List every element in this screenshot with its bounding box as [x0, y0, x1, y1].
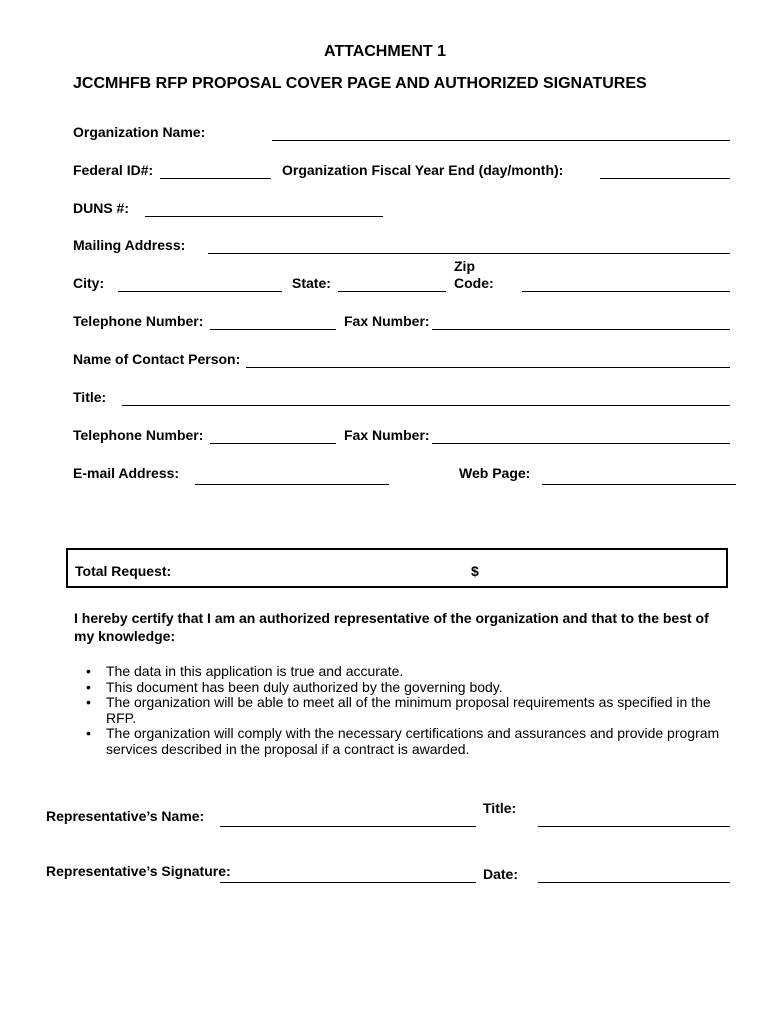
city-label: City:	[73, 275, 105, 291]
certification-statement: I hereby certify that I am an authorized representative of the organization and that to the best of my knowledge:	[74, 610, 709, 644]
org-name-label: Organization Name:	[73, 124, 206, 140]
date-label: Date:	[483, 866, 519, 882]
fax-field[interactable]	[432, 329, 730, 330]
bullet-icon: •	[86, 694, 91, 710]
contact-person-field[interactable]	[246, 367, 730, 368]
list-item: • The organization will be able to meet all of the minimum proposal requirements as specified in the RFP.	[86, 694, 711, 726]
bullet-icon: •	[86, 725, 91, 741]
web-page-field[interactable]	[542, 484, 736, 485]
zip-label-line1: Zip	[454, 258, 475, 274]
attachment-heading: ATTACHMENT 1	[323, 43, 447, 60]
rep-name-label: Representative’s Name:	[46, 808, 205, 824]
federal-id-field[interactable]	[160, 178, 271, 179]
rep-title-field[interactable]	[538, 826, 730, 827]
list-item: • This document has been duly authorized by the governing body.	[86, 678, 503, 695]
email-label: E-mail Address:	[73, 465, 180, 481]
telephone-field[interactable]	[210, 329, 336, 330]
total-request-currency: $	[471, 563, 479, 579]
federal-id-label: Federal ID#:	[73, 162, 154, 178]
org-name-field[interactable]	[272, 140, 730, 141]
fiscal-year-end-label: Organization Fiscal Year End (day/month):	[282, 162, 564, 178]
state-label: State:	[292, 275, 331, 291]
contact-fax-label: Fax Number:	[344, 427, 430, 443]
date-field[interactable]	[538, 882, 730, 883]
mailing-address-field[interactable]	[208, 253, 730, 254]
rep-signature-field[interactable]	[220, 882, 476, 883]
page-title: JCCMHFB RFP PROPOSAL COVER PAGE AND AUTHORIZED SIGNATURES	[73, 75, 647, 92]
contact-telephone-label: Telephone Number:	[73, 427, 204, 443]
email-field[interactable]	[195, 484, 389, 485]
duns-field[interactable]	[145, 216, 383, 217]
duns-label: DUNS #:	[73, 200, 130, 216]
contact-person-label: Name of Contact Person:	[73, 351, 241, 367]
bullet-icon: •	[86, 663, 91, 679]
contact-fax-field[interactable]	[432, 443, 730, 444]
fax-label: Fax Number:	[344, 313, 430, 329]
total-request-amount-field[interactable]	[490, 556, 720, 582]
bullet-icon: •	[86, 678, 91, 695]
mailing-address-label: Mailing Address:	[73, 237, 186, 253]
contact-title-label: Title:	[73, 389, 107, 405]
zip-code-field[interactable]	[522, 291, 730, 292]
city-field[interactable]	[118, 291, 282, 292]
contact-title-field[interactable]	[122, 405, 730, 406]
rep-title-label: Title:	[483, 800, 517, 816]
rep-signature-label: Representative’s Signature:	[46, 863, 231, 879]
contact-telephone-field[interactable]	[210, 443, 336, 444]
telephone-label: Telephone Number:	[73, 313, 204, 329]
list-item: • The data in this application is true and accurate.	[86, 663, 404, 679]
fiscal-year-end-field[interactable]	[600, 178, 730, 179]
certification-list	[86, 664, 726, 757]
zip-label-line2: Code:	[454, 275, 494, 291]
web-page-label: Web Page:	[459, 465, 531, 481]
state-field[interactable]	[338, 291, 446, 292]
rep-name-field[interactable]	[220, 826, 476, 827]
total-request-label: Total Request:	[75, 563, 172, 579]
list-item: • The organization will comply with the necessary certifications and assurances and provide program services described in the proposal if a contract is awarded.	[86, 725, 720, 757]
